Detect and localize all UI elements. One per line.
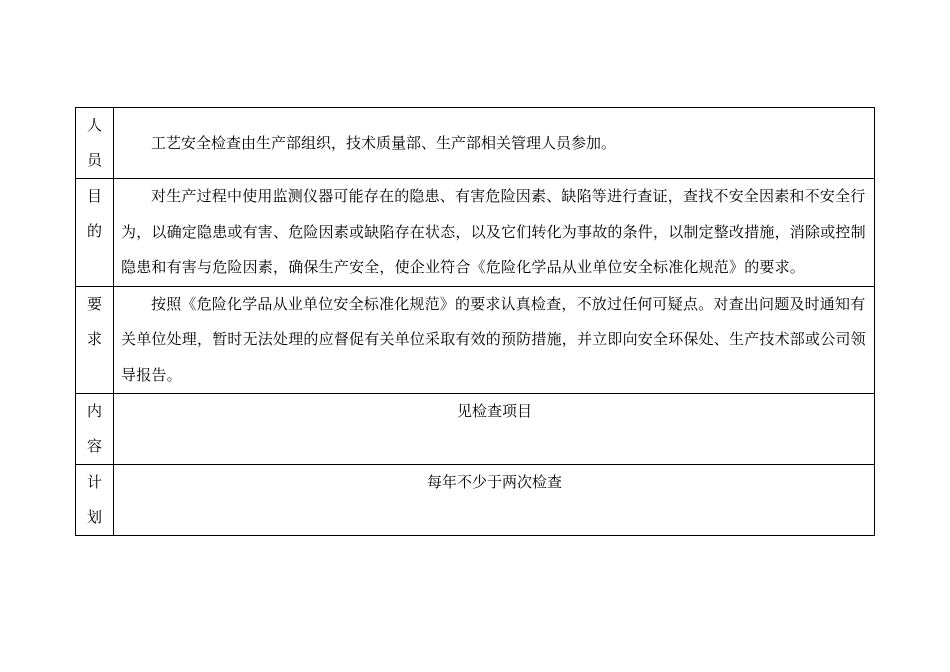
label-char: 计	[86, 473, 102, 491]
label-char: 求	[86, 329, 102, 348]
label-char: 要	[86, 294, 102, 313]
row-content-personnel	[114, 108, 875, 179]
row-label-plan	[76, 465, 114, 536]
inspection-table	[75, 107, 875, 536]
label-char: 员	[86, 151, 102, 169]
row-content-content	[114, 394, 875, 465]
row-label-requirements	[76, 286, 114, 394]
table-row-personnel	[76, 108, 875, 179]
row-label-content	[76, 394, 114, 465]
requirements-text: 按照《危险化学品从业单位安全标准化规范》的要求认真检查，不放过任何可疑点。对查出问题及时通知有关单位处理，暂时无法处理的应督促有关单位采取有效的预防措施，并立即向安全环保处、生产技术部或公司领导报告。	[121, 294, 866, 384]
personnel-text: 工艺安全检查由生产部组织，技术质量部、生产部相关管理人员参加。	[151, 134, 617, 152]
label-char: 划	[86, 508, 102, 526]
plan-text: 每年不少于两次检查	[426, 473, 562, 491]
label-char: 人	[86, 116, 102, 134]
row-label-purpose	[76, 179, 114, 287]
row-label-personnel	[76, 108, 114, 179]
purpose-text: 对生产过程中使用监测仪器可能存在的隐患、有害危险因素、缺陷等进行查证，查找不安全因素和不安全行为，以确定隐患或有害、危险因素或缺陷存在状态，以及它们转化为事故的条件，以制定整改措施，消除或控制隐患和有害与危险因素，确保生产安全，使企业符合《危险化学品从业单位安全标准化规范》的要求。	[121, 187, 866, 276]
table-row-content	[76, 394, 875, 465]
table-row-purpose	[76, 179, 875, 287]
label-char: 目	[86, 187, 102, 205]
row-content-purpose	[114, 179, 875, 287]
content-text: 见检查项目	[456, 402, 532, 420]
label-char: 容	[86, 437, 102, 455]
row-content-requirements	[114, 286, 875, 394]
table-row-plan	[76, 465, 875, 536]
label-char: 的	[86, 222, 102, 240]
table-row-requirements	[76, 286, 875, 394]
label-char: 内	[86, 402, 102, 420]
row-content-plan	[114, 465, 875, 536]
